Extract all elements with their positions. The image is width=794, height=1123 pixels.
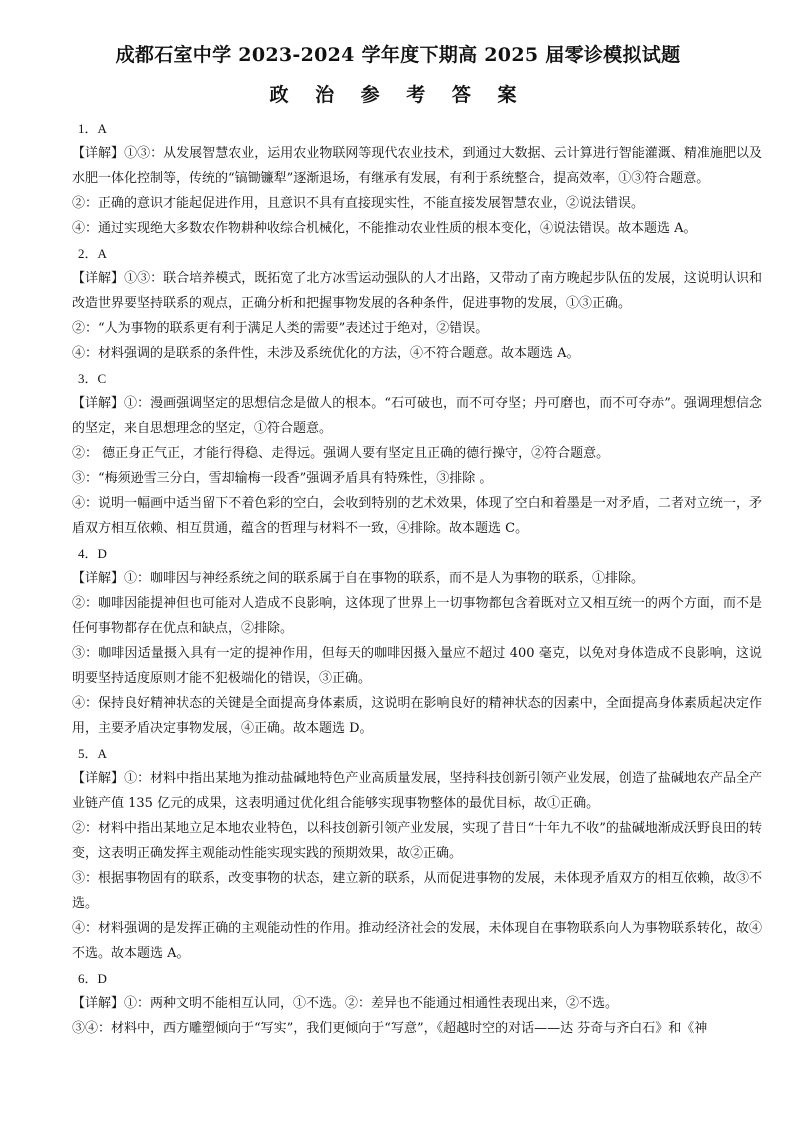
answer-number: 2．A <box>78 246 107 261</box>
answer-item <box>72 241 762 366</box>
document-subtitle: 政 治 参 考 答 案 <box>269 84 527 106</box>
explanation-paragraph: ④：保持良好精神状态的关键是全面提高身体素质，这说明在影响良好的精神状态的因素中，全面提高身体素质起决定作用，主要矛盾决定事物发展，④正确。故本题选 D。 <box>72 696 762 736</box>
explanation-paragraph: 【详解】①③：从发展智慧农业，运用农业物联网等现代农业技术，到通过大数据、云计算进行智能灌溉、精准施肥以及水肥一体化控制等，传统的“镐锄镰犁”逐渐退场，有继承有发展，有利于系统整合，提高效率，①③符合题意。 <box>72 146 762 186</box>
answer-number: 4．D <box>78 546 107 561</box>
answer-number: 1．A <box>78 121 107 136</box>
answer-item <box>72 116 762 241</box>
explanation-paragraph: 【详解】①：咖啡因与神经系统之间的联系属于自在事物的联系，而不是人为事物的联系，①排除。 <box>72 571 645 586</box>
answer-list <box>72 116 762 1041</box>
explanation-paragraph: 【详解】①：材料中指出某地为推动盐碱地特色产业高质量发展，坚持科技创新引领产业发展，创造了盐碱地农产品全产业链产值 135 亿元的成果，这表明通过优化组合能够实现事物整体的最优目标，故①正确。 <box>72 771 762 811</box>
explanation-paragraph: ④：材料强调的是发挥正确的主观能动性的作用。推动经济社会的发展，未体现自在事物联系向人为事物联系转化，故④不选。故本题选 A。 <box>72 921 762 961</box>
answer-item <box>72 366 762 541</box>
explanation-paragraph: ③④：材料中，西方雕塑倾向于“写实”，我们更倾向于“写意”，《超越时空的对话——达 芬奇与齐白石》和《神 <box>72 1021 708 1036</box>
explanation-paragraph: 【详解】①：两种文明不能相互认同，①不选。②：差异也不能通过相通性表现出来，②不选。 <box>72 996 619 1011</box>
answer-item <box>72 966 760 1041</box>
explanation-paragraph: ④：材料强调的是联系的条件性，未涉及系统优化的方法，④不符合题意。故本题选 A。 <box>72 346 580 361</box>
explanation-paragraph: ③：咖啡因适量摄入具有一定的提神作用，但每天的咖啡因摄入量应不超过 400 毫克，以免对身体造成不良影响，这说明要坚持适度原则才能不犯极端化的错误，③正确。 <box>72 646 762 686</box>
explanation-paragraph: ③：根据事物固有的联系，改变事物的状态，建立新的联系，从而促进事物的发展，未体现矛盾双方的相互依赖，故③不选。 <box>72 871 762 911</box>
answer-number: 5．A <box>78 746 107 761</box>
explanation-paragraph: 【详解】①③：联合培养模式，既拓宽了北方冰雪运动强队的人才出路，又带动了南方晚起步队伍的发展，这说明认识和改造世界要坚持联系的观点，正确分析和把握事物发展的各种条件，促进事物的发展，①③正确。 <box>72 271 762 311</box>
explanation-paragraph: ②： 德正身正气正，才能行得稳、走得远。强调人要有坚定且正确的德行操守，②符合题意。 <box>72 446 610 461</box>
explanation-paragraph: ②：咖啡因能提神但也可能对人造成不良影响，这体现了世界上一切事物都包含着既对立又相互统一的两个方面，而不是任何事物都存在优点和缺点，②排除。 <box>72 596 762 636</box>
explanation-paragraph: ④：说明一幅画中适当留下不着色彩的空白，会收到特别的艺术效果，体现了空白和着墨是一对矛盾，二者对立统一，矛盾双方相互依赖、相互贯通，蕴含的哲理与材料不一致，④排除。故本题选 C。 <box>72 496 762 536</box>
explanation-paragraph: ④：通过实现绝大多数农作物耕种收综合机械化，不能推动农业性质的根本变化，④说法错误。故本题选 A。 <box>72 221 697 236</box>
answer-number: 6．D <box>78 971 107 986</box>
answer-item <box>72 541 762 741</box>
answer-number: 3．C <box>78 371 107 386</box>
explanation-paragraph: ②：正确的意识才能起促进作用，且意识不具有直接现实性，不能直接发展智慧农业，②说法错误。 <box>72 196 645 211</box>
explanation-paragraph: ②：“人为事物的联系更有利于满足人类的需要”表述过于绝对，②错误。 <box>72 321 489 336</box>
explanation-paragraph: ②：材料中指出某地立足本地农业特色，以科技创新引领产业发展，实现了昔日“十年九不收”的盐碱地渐成沃野良田的转变，这表明正确发挥主观能动性能实现实践的预期效果，故②正确。 <box>72 821 762 861</box>
document-title: 成都石室中学 2023-2024 学年度下期高 2025 届零诊模拟试题 <box>115 44 681 66</box>
explanation-paragraph: ③：“梅须逊雪三分白，雪却输梅一段香”强调矛盾具有特殊性，③排除 。 <box>72 471 493 486</box>
explanation-paragraph: 【详解】①：漫画强调坚定的思想信念是做人的根本。“石可破也，而不可夺坚；丹可磨也，而不可夺赤”。强调理想信念的坚定，来自思想理念的坚定，①符合题意。 <box>72 396 762 436</box>
answer-item <box>72 741 762 966</box>
